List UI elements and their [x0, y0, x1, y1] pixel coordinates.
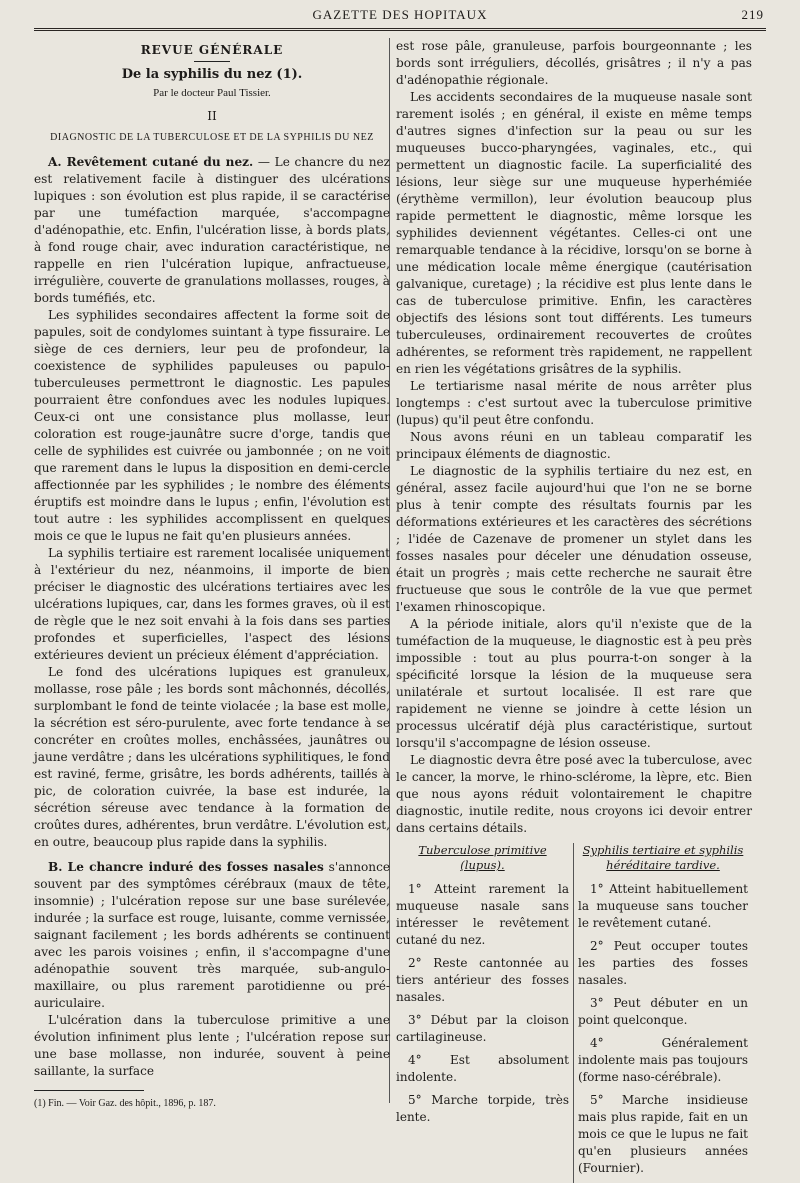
- header-rule: [34, 28, 766, 33]
- table-cell: 3° Début par la cloison cartilagineuse.: [396, 1013, 569, 1044]
- table-heading-line: Tuberculose primitive: [418, 843, 547, 857]
- paragraph: Le tertiarisme nasal mérite de nous arrêter plus longtemps : c'est surtout avec la tuberculose primitive (lupus) qu'il peut être confondu.: [396, 379, 752, 427]
- table-cell: 3° Peut débuter en un point quelconque.: [578, 996, 748, 1027]
- table-column-syphilis: [574, 843, 752, 1183]
- table-cell: 5° Marche torpide, très lente.: [396, 1093, 569, 1124]
- paragraph: Nous avons réuni en un tableau comparatif les principaux éléments de diagnostic.: [396, 430, 752, 461]
- paragraph: L'ulcération dans la tuberculose primitive a une évolution infiniment plus lente ; l'ulcération repose sur une base mollasse, non indurée, souvent à peine saillante, la surface: [34, 1013, 390, 1078]
- page-number: 219: [741, 7, 764, 22]
- table-heading: [578, 843, 748, 873]
- table-cell: 1° Atteint habituellement la muqueuse sans toucher le revêtement cutané.: [578, 882, 748, 930]
- table-cell: 5° Marche insidieuse mais plus rapide, fait en un mois ce que le lupus ne fait qu'en plusieurs années (Fournier).: [578, 1093, 748, 1175]
- left-column: [34, 38, 390, 1112]
- journal-title: GAZETTE DES HOPITAUX: [312, 7, 488, 22]
- paragraph: Les accidents secondaires de la muqueuse nasale sont rarement isolés ; en général, il existe en même temps d'autres signes d'infection sur la peau ou sur les muqueuses bucco-pharyngées, vaginales, etc., qui permettent un diagnostic facile. La superficialité des lésions, leur siège sur une muqueuse hyperhémiée (érythème vermillon), leur évolution beaucoup plus rapide permettent le diagnostic, même lorsque les syphilides deviennent végétantes. Celles-ci ont une remarquable tendance à la récidive, lorsqu'on se borne à une médication locale même énergique (cautérisation galvanique, curetage) ; la récidive est plus lente dans le cas de tuberculose primitive. Enfin, les caractères objectifs des lésions sont tout différents. Les tumeurs tuberculeuses, ordinairement recouvertes de croûtes adhérentes, se reforment très rapidement, ne rappellent en rien les végétations grisâtres de la syphilis.: [396, 90, 752, 376]
- paragraph: La syphilis tertiaire est rarement localisée uniquement à l'extérieur du nez, néanmoins, il importe de bien préciser le diagnostic des ulcérations tertiaires avec les ulcérations lupiques, car, dans les formes graves, où il est de règle que le nez soit envahi à la fois dans ses parties profondes et superficielles, l'aspect des lésions extérieures devient un précieux élément d'appréciation.: [34, 546, 390, 662]
- table-cell: 4° Est absolument indolente.: [396, 1053, 569, 1084]
- paragraph: Le diagnostic devra être posé avec la tuberculose, avec le cancer, la morve, le rhino-sclérome, la lèpre, etc. Bien que nous ayons réduit volontairement le chapitre diagnostic, inutile redite, nous croyons ici devoir entrer dans certains détails.: [396, 753, 752, 835]
- chapter-subtitle: DIAGNOSTIC DE LA TUBERCULOSE ET DE LA SYPHILIS DU NEZ: [50, 132, 374, 143]
- paragraph: Le diagnostic de la syphilis tertiaire du nez est, en général, assez facile aujourd'hui que l'on ne se borne plus à tenir compte des résultats fournis par les déformations extérieures et les caractères des sécrétions ; l'idée de Cazenave de promener un stylet dans les fosses nasales pour déceler une dénudation osseuse, était un progrès ; mais cette recherche ne saurait être fructueuse que sous le contrôle de la vue que permet l'examen rhinoscopique.: [396, 464, 752, 614]
- paragraph: A la période initiale, alors qu'il n'existe que de la tuméfaction de la muqueuse, le diagnostic est à peu près impossible : tout au plus pourra-t-on songer à la spécificité lorsque la lésion de la muqueuse sera unilatérale et surtout localisée. Il est rare que rapidement ne vienne se joindre à cette lésion un processus ulcératif déjà plus caractéristique, surtout lorsqu'il s'accompagne de lésion osseuse.: [396, 617, 752, 750]
- page-header: [34, 4, 766, 26]
- part-number: II: [207, 109, 217, 123]
- paragraph: Le fond des ulcérations lupiques est granuleux, mollasse, rose pâle ; les bords sont mâchonnés, décollés, surplombant le fond de teinte violacée ; la base est molle, la sécrétion est séro-purulente, avec forte tendance à se concréter en croûtes molles, enchâssées, jaunâtres ou jaune verdâtre ; dans les ulcérations syphilitiques, le fond est raviné, ferme, grisâtre, les bords adhérents, taillés à pic, de coloration cuivrée, la base est indurée, la sécrétion séreuse avec tendance à la formation de croûtes dures, adhérentes, brun verdâtre. L'évolution est, en outre, beaucoup plus rapide dans la syphilis.: [34, 665, 390, 849]
- table-cell: 1° Atteint rarement la muqueuse nasale sans intéresser le revêtement cutané du nez.: [396, 882, 569, 947]
- paragraph: est rose pâle, granuleuse, parfois bourgeonnante ; les bords sont irréguliers, décollés, grisâtres ; il n'y a pas d'adénopathie régionale.: [396, 39, 752, 87]
- table-cell: 4° Généralement indolente mais pas toujours (forme naso-cérébrale).: [578, 1036, 748, 1084]
- table-heading-line: héréditaire tardive.: [606, 858, 720, 872]
- paragraph: Les syphilides secondaires affectent la forme soit de papules, soit de condylomes suintant à type fissuraire. Le siège de ces derniers, leur peu de profondeur, la coexistence de syphilides papuleuses ou papulo-tuberculeuses permettront le diagnostic. Les papules pourraient être confondues avec les nodules lupiques. Ceux-ci ont une consistance plus mollasse, leur coloration est rouge-jaunâtre sucre d'orge, tandis que celle de syphilides est cuivrée ou jambonnée ; on ne voit que rarement dans le lupus la disposition en demi-cercle affectionnée par les syphilides ; le nombre des éléments éruptifs est moindre dans le lupus ; enfin, l'évolution est tout autre : les syphilides accomplissent en quelques mois ce que le lupus ne fait qu'en plusieurs années.: [34, 308, 390, 543]
- right-column: [396, 38, 752, 1183]
- paragraph-text: s'annonce souvent par des symptômes cérébraux (maux de tête, insomnie) ; l'ulcération repose sur une base surélevée, indurée ; la surface est rouge, luisante, comme vernissée, saignant facilement ; les bords adhérents se continuent avec les parois voisines ; enfin, il s'accompagne d'une adénopathie souvent très marquée, sub-angulo-maxillaire, ou plus rarement parotidienne ou pré-auriculaire.: [34, 860, 391, 1010]
- table-cell: 2° Peut occuper toutes les parties des fosses nasales.: [578, 939, 748, 987]
- table-heading: [396, 843, 569, 873]
- comparison-table: [396, 843, 752, 1183]
- table-heading-line: Syphilis tertiaire et syphilis: [582, 843, 744, 857]
- byline: Par le docteur Paul Tissier.: [153, 87, 271, 99]
- paragraph: [34, 859, 390, 1012]
- footnote: (1) Fin. — Voir Gaz. des hôpit., 1896, p. 187.: [34, 1098, 216, 1109]
- section-rule: [194, 61, 230, 62]
- paragraph-lead: A. Revêtement cutané du nez.: [48, 155, 254, 169]
- table-heading-line: (lupus).: [460, 858, 505, 872]
- section-title: REVUE GÉNÉRALE: [140, 43, 284, 57]
- paragraph-text: — Le chancre du nez est relativement facile à distinguer des ulcérations lupiques : son évolution est plus rapide, il se caractérise par une tuméfaction marquée, s'accompagne d'adénopathie, etc. Enfin, l'ulcération lisse, à bords plats, à fond rouge chair, avec induration caractéristique, ne rappelle en rien l'ulcération lupique, anfractueuse, irrégulière, couverte de granulations mollasses, rouges, à bords tuméfiés, etc.: [34, 155, 391, 305]
- table-cell: 2° Reste cantonnée au tiers antérieur des fosses nasales.: [396, 956, 569, 1004]
- footnote-rule: [34, 1090, 144, 1091]
- paragraph: [34, 154, 390, 307]
- article-title: De la syphilis du nez (1).: [121, 67, 303, 82]
- paragraph-lead: B. Le chancre induré des fosses nasales: [48, 860, 324, 874]
- table-column-lupus: [396, 843, 574, 1183]
